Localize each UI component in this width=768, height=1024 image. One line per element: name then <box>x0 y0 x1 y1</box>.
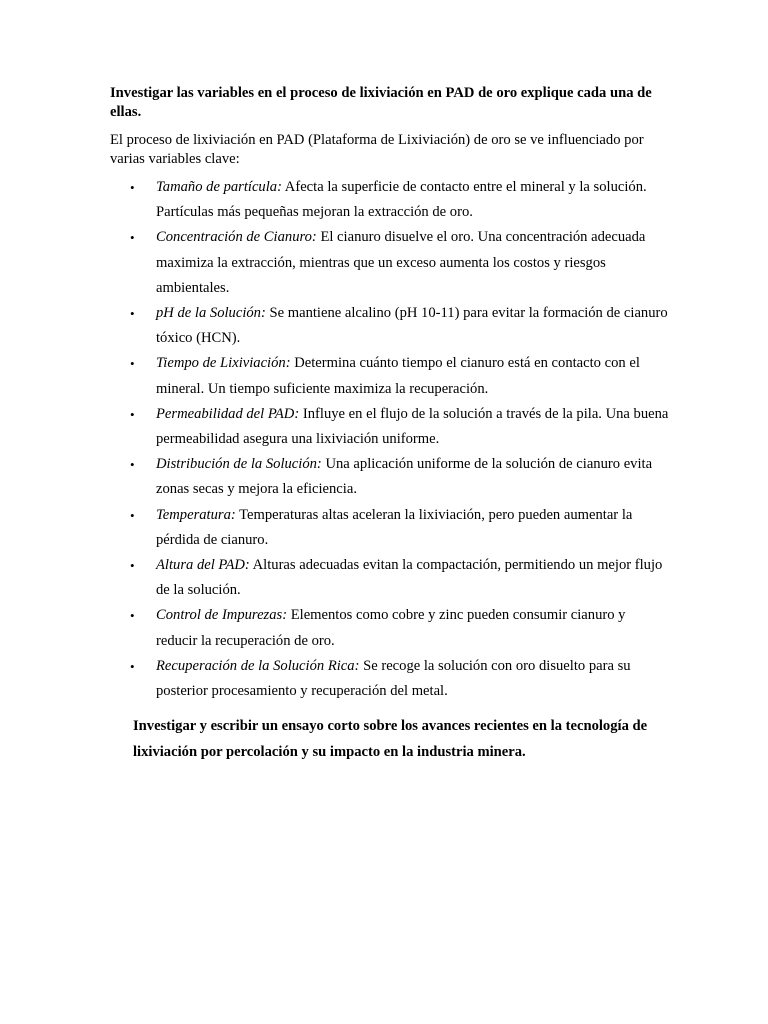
variable-item <box>110 603 670 653</box>
variable-description: El cianuro disuelve el oro. Una concentración adecuada maximiza la extracción, mientras que un exceso aumenta los costos y riesgos ambientales. <box>156 229 646 296</box>
variable-term: Tamaño de partícula: <box>156 179 282 195</box>
variable-description: Elementos como cobre y zinc pueden consumir cianuro y reducir la recuperación de oro. <box>156 607 626 649</box>
variable-item <box>110 654 670 704</box>
variable-term: Tiempo de Lixiviación: <box>156 355 291 372</box>
variable-item <box>110 175 670 225</box>
bullet-icon: • <box>130 180 135 195</box>
variable-term: Temperatura: <box>156 506 236 523</box>
variable-description: Influye en el flujo de la solución a través de la pila. Una buena permeabilidad asegura una lixiviación uniforme. <box>156 405 669 448</box>
variable-item <box>110 452 670 502</box>
intro-paragraph: El proceso de lixiviación en PAD (Plataforma de Lixiviación) de oro se ve influenciado por varias variables clave: <box>110 132 644 167</box>
question-heading-1: Investigar las variables en el proceso de lixiviación en PAD de oro explique cada una de ellas. <box>110 85 652 120</box>
bullet-icon: • <box>130 356 135 372</box>
question-heading-2: Investigar y escribir un ensayo corto sobre los avances recientes en la tecnología de lixiviación por percolación y su impacto en la industria minera. <box>133 718 648 760</box>
variable-description: Temperaturas altas aceleran la lixiviación, pero pueden aumentar la pérdida de cianuro. <box>156 506 633 548</box>
variable-term: Concentración de Cianuro: <box>156 229 317 246</box>
variable-description: Una aplicación uniforme de la solución de cianuro evita zonas secas y mejora la eficiencia. <box>156 456 653 498</box>
variable-term: Recuperación de la Solución Rica: <box>156 657 360 674</box>
variable-description: Alturas adecuadas evitan la compactación, permitiendo un mejor flujo de la solución. <box>156 557 663 599</box>
variable-item <box>110 402 670 452</box>
variable-item <box>110 553 670 603</box>
variable-term: Distribución de la Solución: <box>156 456 322 473</box>
bullet-icon: • <box>130 306 135 322</box>
variable-description: Se recoge la solución con oro disuelto para su posterior procesamiento y recuperación del metal. <box>156 657 631 700</box>
variable-item <box>110 503 670 553</box>
variable-description: Afecta la superficie de contacto entre el mineral y la solución. Partículas más pequeñas mejoran la extracción de oro. <box>156 179 647 221</box>
bullet-icon: • <box>130 608 135 624</box>
bullet-icon: • <box>130 406 135 422</box>
bullet-icon: • <box>130 507 135 523</box>
variables-list <box>110 175 670 704</box>
bullet-icon: • <box>130 658 135 674</box>
variable-description: Determina cuánto tiempo el cianuro está en contacto con el mineral. Un tiempo suficiente maximiza la recuperación. <box>156 355 640 397</box>
variable-term: Permeabilidad del PAD: <box>156 405 300 422</box>
variable-description: Se mantiene alcalino (pH 10-11) para evitar la formación de cianuro tóxico (HCN). <box>156 305 668 347</box>
variable-term: Control de Impurezas: <box>156 607 288 624</box>
variable-term: pH de la Solución: <box>156 305 266 322</box>
bullet-icon: • <box>130 230 135 246</box>
variable-item <box>110 351 670 401</box>
variable-item <box>110 301 670 351</box>
variable-term: Altura del PAD: <box>156 557 250 574</box>
variable-item <box>110 225 670 301</box>
bullet-icon: • <box>130 558 135 574</box>
bullet-icon: • <box>130 457 135 473</box>
